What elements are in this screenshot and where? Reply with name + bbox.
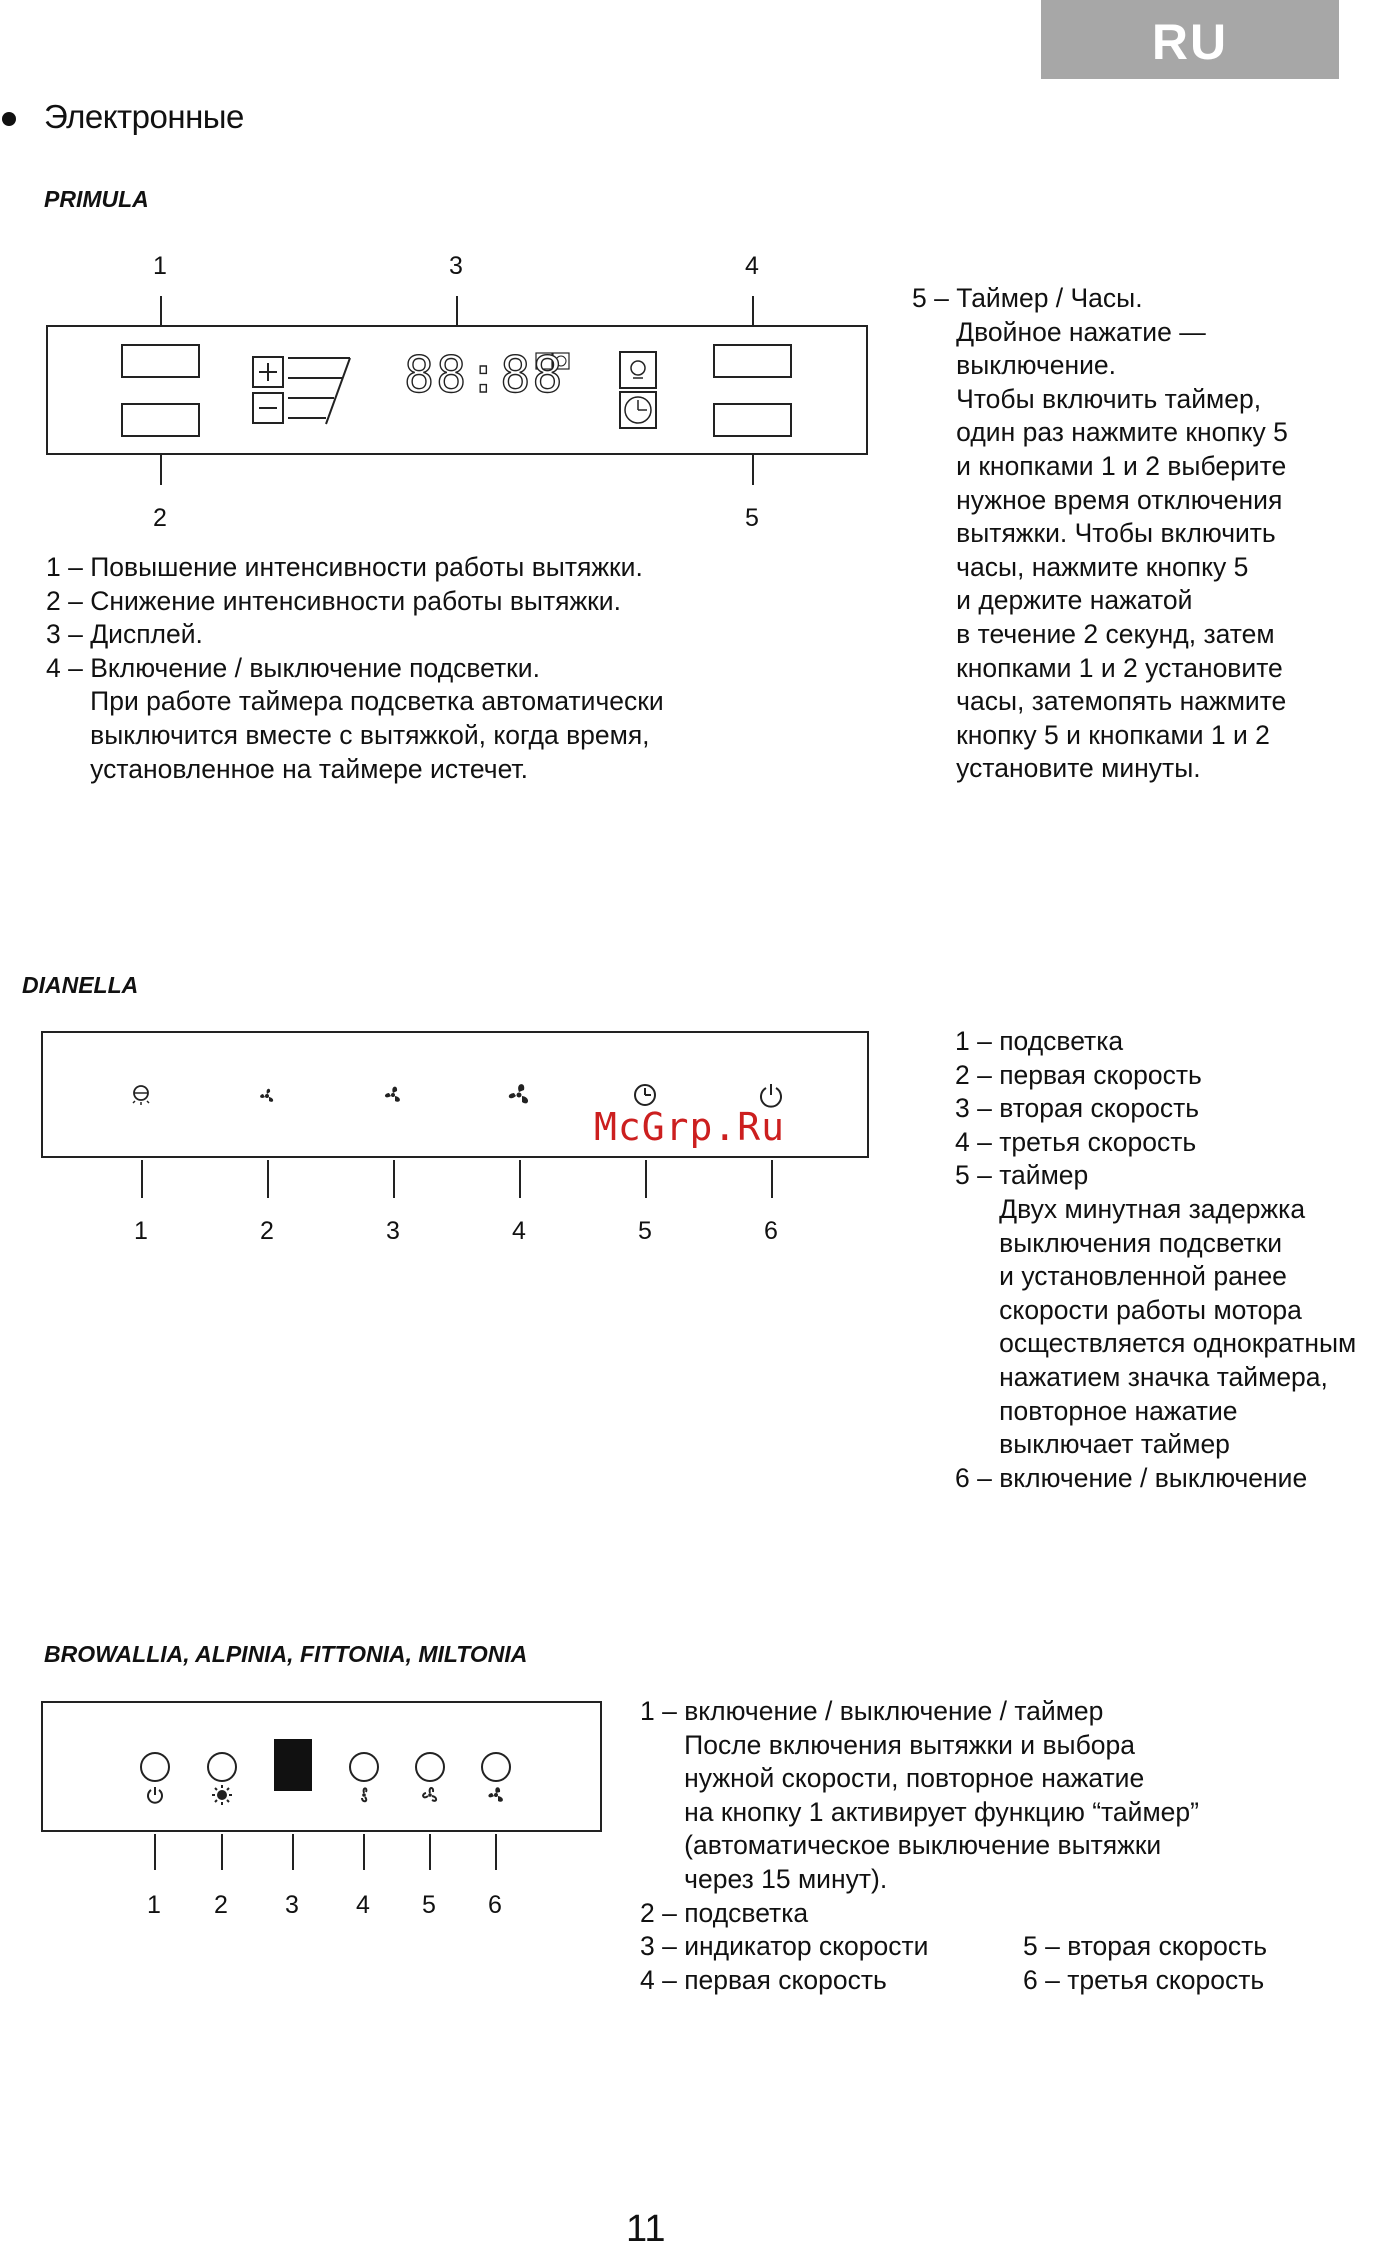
dianella-label-3: 3	[386, 1217, 400, 1245]
browallia-label-2: 2	[214, 1891, 228, 1919]
text-line: на кнопку 1 активирует функцию “таймер”	[640, 1796, 1199, 1827]
browallia-model-title: BROWALLIA, ALPINIA, FITTONIA, MILTONIA	[44, 1641, 528, 1667]
dianella-leader-4	[519, 1160, 521, 1198]
text-line: нужное время отключения	[912, 484, 1283, 515]
page-number: 11	[626, 2208, 666, 2250]
primula-left-description	[46, 551, 664, 786]
text-line: Чтобы включить таймер,	[912, 383, 1262, 414]
text-line: 2 – Снижение интенсивности работы вытяжки.	[46, 585, 621, 616]
text-line: выключение.	[912, 350, 1117, 381]
browallia-label-5: 5	[422, 1891, 436, 1919]
fan-speed-2-icon	[420, 1785, 440, 1805]
text-line: скорости работы мотора	[955, 1294, 1302, 1325]
browallia-leader-6	[495, 1834, 497, 1870]
text-line: выключает таймер	[955, 1429, 1230, 1460]
text-line: 6 – включение / выключение	[955, 1462, 1308, 1493]
text-line: Двух минутная задержка	[955, 1193, 1306, 1224]
text-line: 3 – индикатор скорости	[640, 1931, 929, 1962]
browallia-control-panel	[41, 1701, 602, 1832]
primula-leader-3	[456, 296, 458, 326]
primula-label-4: 4	[745, 252, 759, 280]
browallia-label-3: 3	[285, 1891, 299, 1919]
text-line: (автоматическое выключение вытяжки	[640, 1830, 1162, 1861]
text-line: кнопками 1 и 2 установите	[912, 652, 1283, 683]
primula-label-5: 5	[745, 504, 759, 532]
primula-label-3: 3	[449, 252, 463, 280]
text-line: часы, нажмите кнопку 5	[912, 551, 1249, 582]
browallia-button-2[interactable]	[207, 1752, 237, 1782]
text-line: 2 – подсветка	[640, 1897, 809, 1928]
text-line: 3 – Дисплей.	[46, 619, 203, 650]
dianella-leader-2	[267, 1160, 269, 1198]
browallia-description-right	[1023, 1930, 1267, 1997]
speed-indicator	[274, 1739, 312, 1791]
text-line: 2 – первая скорость	[955, 1059, 1202, 1090]
dianella-description	[955, 1025, 1356, 1495]
browallia-leader-2	[221, 1834, 223, 1870]
browallia-button-5[interactable]	[415, 1752, 445, 1782]
primula-leader-4	[752, 296, 754, 326]
primula-model-title: PRIMULA	[44, 186, 149, 212]
text-line: кнопку 5 и кнопками 1 и 2	[912, 719, 1270, 750]
text-line: нажатием значка таймера,	[955, 1361, 1328, 1392]
fan-speed-1-icon	[354, 1785, 374, 1805]
text-line: При работе таймера подсветка автоматически	[46, 686, 664, 717]
primula-button-5[interactable]	[713, 403, 792, 437]
text-line: Двойное нажатие —	[912, 316, 1206, 347]
primula-button-2[interactable]	[121, 403, 200, 437]
text-line: повторное нажатие	[955, 1395, 1238, 1426]
section-heading: Электронные	[44, 98, 244, 135]
dianella-leader-1	[141, 1160, 143, 1198]
text-line: нужной скорости, повторное нажатие	[640, 1763, 1145, 1794]
text-line: один раз нажмите кнопку 5	[912, 417, 1288, 448]
browallia-button-6[interactable]	[481, 1752, 511, 1782]
text-line: осществляется однократным	[955, 1328, 1357, 1359]
light-icon	[211, 1784, 233, 1806]
text-line: После включения вытяжки и выбора	[640, 1729, 1135, 1760]
text-line: установите минуты.	[912, 753, 1201, 784]
text-line: 1 – Повышение интенсивности работы вытяжки.	[46, 552, 643, 582]
browallia-label-4: 4	[356, 1891, 370, 1919]
primula-label-2: 2	[153, 504, 167, 532]
fan-speed-3-icon	[485, 1784, 507, 1806]
dianella-label-2: 2	[260, 1217, 274, 1245]
text-line: 5 – таймер	[955, 1160, 1089, 1191]
dianella-leader-6	[771, 1160, 773, 1198]
text-line: 3 – вторая скорость	[955, 1093, 1200, 1124]
primula-display-digits: 88:88	[404, 346, 565, 404]
watermark: McGrp.Ru	[594, 1105, 786, 1149]
text-line: и держите нажатой	[912, 585, 1193, 616]
text-line: 1 – включение / выключение / таймер	[640, 1696, 1104, 1726]
text-line: в течение 2 секунд, затем	[912, 618, 1275, 649]
text-line: 1 – подсветка	[955, 1026, 1124, 1056]
primula-label-1: 1	[153, 252, 167, 280]
browallia-leader-3	[292, 1834, 294, 1870]
text-line: 5 – Таймер / Часы.	[912, 283, 1143, 313]
text-line: 4 – третья скорость	[955, 1126, 1197, 1157]
dianella-model-title: DIANELLA	[22, 972, 139, 998]
browallia-label-6: 6	[488, 1891, 502, 1919]
text-line: и установленной ранее	[955, 1261, 1287, 1292]
text-line: через 15 минут).	[640, 1863, 888, 1894]
text-line: вытяжки. Чтобы включить	[912, 518, 1276, 549]
text-line: выключится вместе с вытяжкой, когда время,	[46, 719, 650, 750]
browallia-button-1[interactable]	[140, 1752, 170, 1782]
primula-right-description	[912, 282, 1288, 786]
dianella-label-4: 4	[512, 1217, 526, 1245]
dianella-leader-5	[645, 1160, 647, 1198]
light-icon[interactable]	[129, 1083, 153, 1107]
dianella-label-5: 5	[638, 1217, 652, 1245]
power-icon	[145, 1785, 165, 1805]
primula-leader-1	[160, 296, 162, 326]
fan-speed-1-icon[interactable]	[256, 1085, 278, 1107]
browallia-leader-1	[154, 1834, 156, 1870]
bullet-icon	[2, 112, 16, 126]
dianella-label-1: 1	[134, 1217, 148, 1245]
browallia-button-4[interactable]	[349, 1752, 379, 1782]
dianella-label-6: 6	[764, 1217, 778, 1245]
browallia-label-1: 1	[147, 1891, 161, 1919]
text-line: 4 – Включение / выключение подсветки.	[46, 652, 540, 683]
text-line: установленное на таймере истечет.	[46, 753, 528, 784]
dianella-leader-3	[393, 1160, 395, 1198]
browallia-leader-5	[429, 1834, 431, 1870]
browallia-leader-4	[363, 1834, 365, 1870]
text-line: 4 – первая скорость	[640, 1964, 887, 1995]
text-line: и кнопками 1 и 2 выберите	[912, 450, 1287, 481]
text-line: 5 – вторая скорость	[1023, 1931, 1268, 1961]
primula-leader-2	[160, 455, 162, 485]
fan-speed-2-icon[interactable]	[381, 1083, 405, 1107]
text-line: выключения подсветки	[955, 1227, 1283, 1258]
fan-speed-3-icon[interactable]	[505, 1081, 533, 1109]
primula-leader-5	[752, 455, 754, 485]
language-tab: RU	[1041, 0, 1339, 79]
text-line: 6 – третья скорость	[1023, 1964, 1265, 1995]
primula-button-4[interactable]	[713, 344, 792, 378]
primula-button-1[interactable]	[121, 344, 200, 378]
text-line: часы, затемопять нажмите	[912, 686, 1287, 717]
